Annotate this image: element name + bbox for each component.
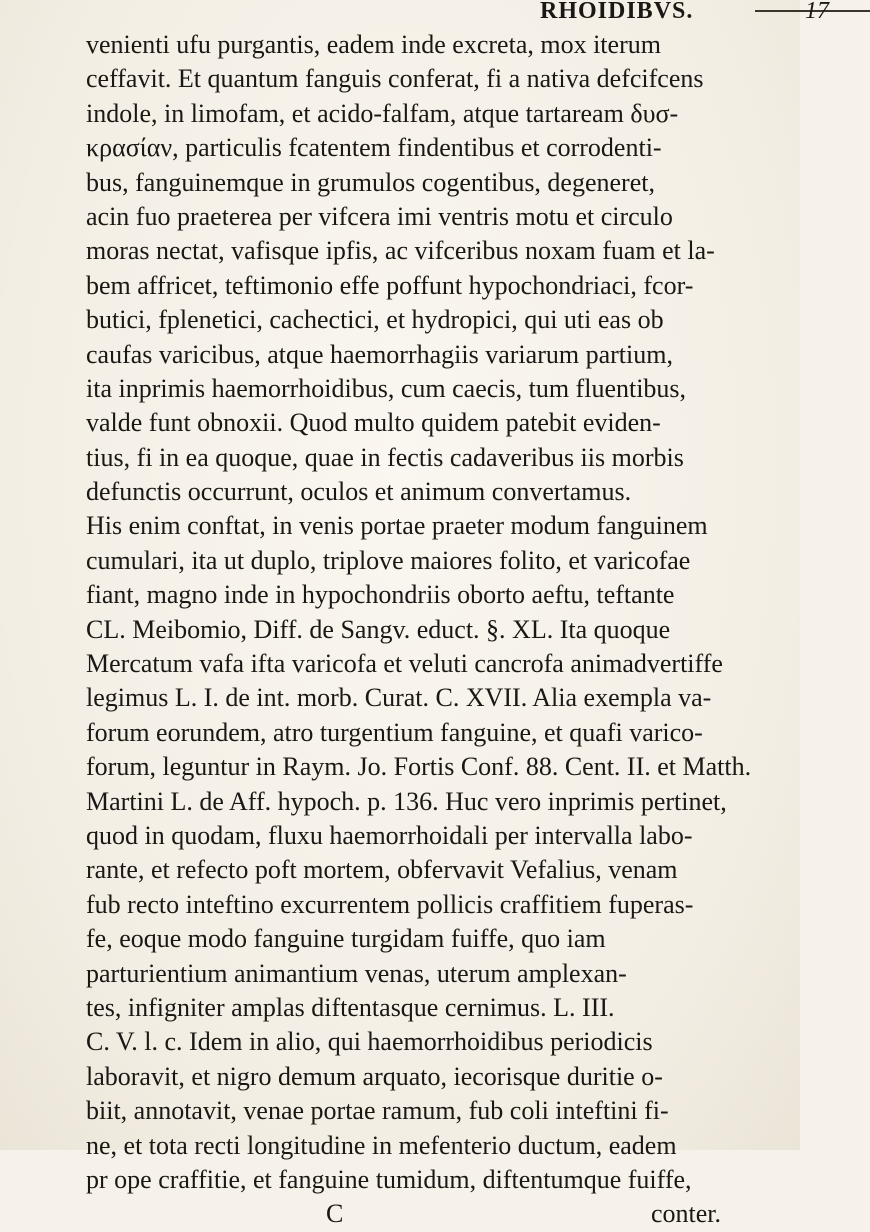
text-line: fiant, magno inde in hypochondriis oborto aeftu, teftante [86, 580, 675, 610]
page-footer [86, 1197, 772, 1231]
catchword: conter. [651, 1199, 722, 1229]
text-line: tius, fi in ea quoque, quae in fectis cadaveribus iis morbis [86, 442, 684, 472]
text-line: defunctis occurrunt, oculos et animum convertamus. [86, 477, 632, 507]
text-line: laboravit, et nigro demum arquato, iecorisque duritie o- [86, 1061, 663, 1091]
body-text [86, 28, 772, 1232]
signature-mark: C [326, 1199, 344, 1229]
text-line: indole, in limofam, et acido-falfam, atque tartaream δυσ- [86, 98, 679, 128]
text-line: biit, annotavit, venae portae ramum, fub coli inteftini fi- [86, 1096, 669, 1126]
text-line: Mercatum vafa ifta varicofa et veluti cancrofa animadvertiffe [86, 649, 723, 679]
text-line: fub recto inteftino excurrentem pollicis craffitiem fuperas- [86, 889, 694, 919]
text-line: C. V. l. c. Idem in alio, qui haemorrhoidibus periodicis [86, 1027, 653, 1057]
text-line: CL. Meibomio, Diff. de Sangv. educt. §. XL. Ita quoque [86, 614, 671, 644]
text-line: His enim conftat, in venis portae praeter modum fanguinem [86, 511, 708, 541]
text-line: parturientium animantium venas, uterum amplexan- [86, 958, 627, 988]
page-number: 17 [805, 0, 829, 24]
running-head: RHOIDIBVS. [540, 0, 694, 24]
text-line: cumulari, ita ut duplo, triplove maiores folito, et varicofae [86, 545, 691, 575]
text-line: valde funt obnoxii. Quod multo quidem patebit eviden- [86, 408, 661, 438]
text-line: caufas varicibus, atque haemorrhagiis variarum partium, [86, 339, 673, 369]
text-line: quod in quodam, fluxu haemorrhoidali per intervalla labo- [86, 820, 693, 850]
text-line: venienti ufu purgantis, eadem inde excreta, mox iterum [86, 30, 661, 59]
text-line: fe, eoque modo fanguine turgidam fuiffe, quo iam [86, 924, 606, 954]
text-line: legimus L. I. de int. morb. Curat. C. XVII. Alia exempla va- [86, 683, 712, 713]
text-line: ita inprimis haemorrhoidibus, cum caecis, tum fluentibus, [86, 373, 687, 403]
text-line: bus, fanguinemque in grumulos cogentibus, degeneret, [86, 167, 655, 197]
text-line: ne, et tota recti longitudine in mefenterio ductum, eadem [86, 1130, 677, 1160]
text-line: forum eorundem, atro turgentium fanguine, et quafi varico- [86, 717, 703, 747]
text-line: rante, et refecto poft mortem, obfervavit Vefalius, venam [86, 855, 678, 885]
text-line: κρασίαν, particulis fcatentem findentibus et corrodenti- [86, 133, 662, 163]
text-line: pr ope craffitie, et fanguine tumidum, diftentumque fuiffe, [86, 1164, 692, 1194]
text-line: tes, infigniter amplas diftentasque cernimus. L. III. [86, 992, 615, 1022]
text-line: butici, fplenetici, cachectici, et hydropici, qui uti eas ob [86, 305, 664, 335]
text-line: bem affricet, teftimonio effe poffunt hypochondriaci, fcor- [86, 270, 694, 300]
text-line: forum, leguntur in Raym. Jo. Fortis Conf. 88. Cent. II. et Matth. [86, 752, 752, 782]
text-line: Martini L. de Aff. hypoch. p. 136. Huc vero inprimis pertinet, [86, 786, 727, 816]
text-line: ceffavit. Et quantum fanguis conferat, fi a nativa defcifcens [86, 64, 704, 94]
text-line: acin fuo praeterea per vifcera imi ventris motu et circulo [86, 201, 673, 231]
text-line: moras nectat, vafisque ipfis, ac vifceribus noxam fuam et la- [86, 236, 715, 266]
